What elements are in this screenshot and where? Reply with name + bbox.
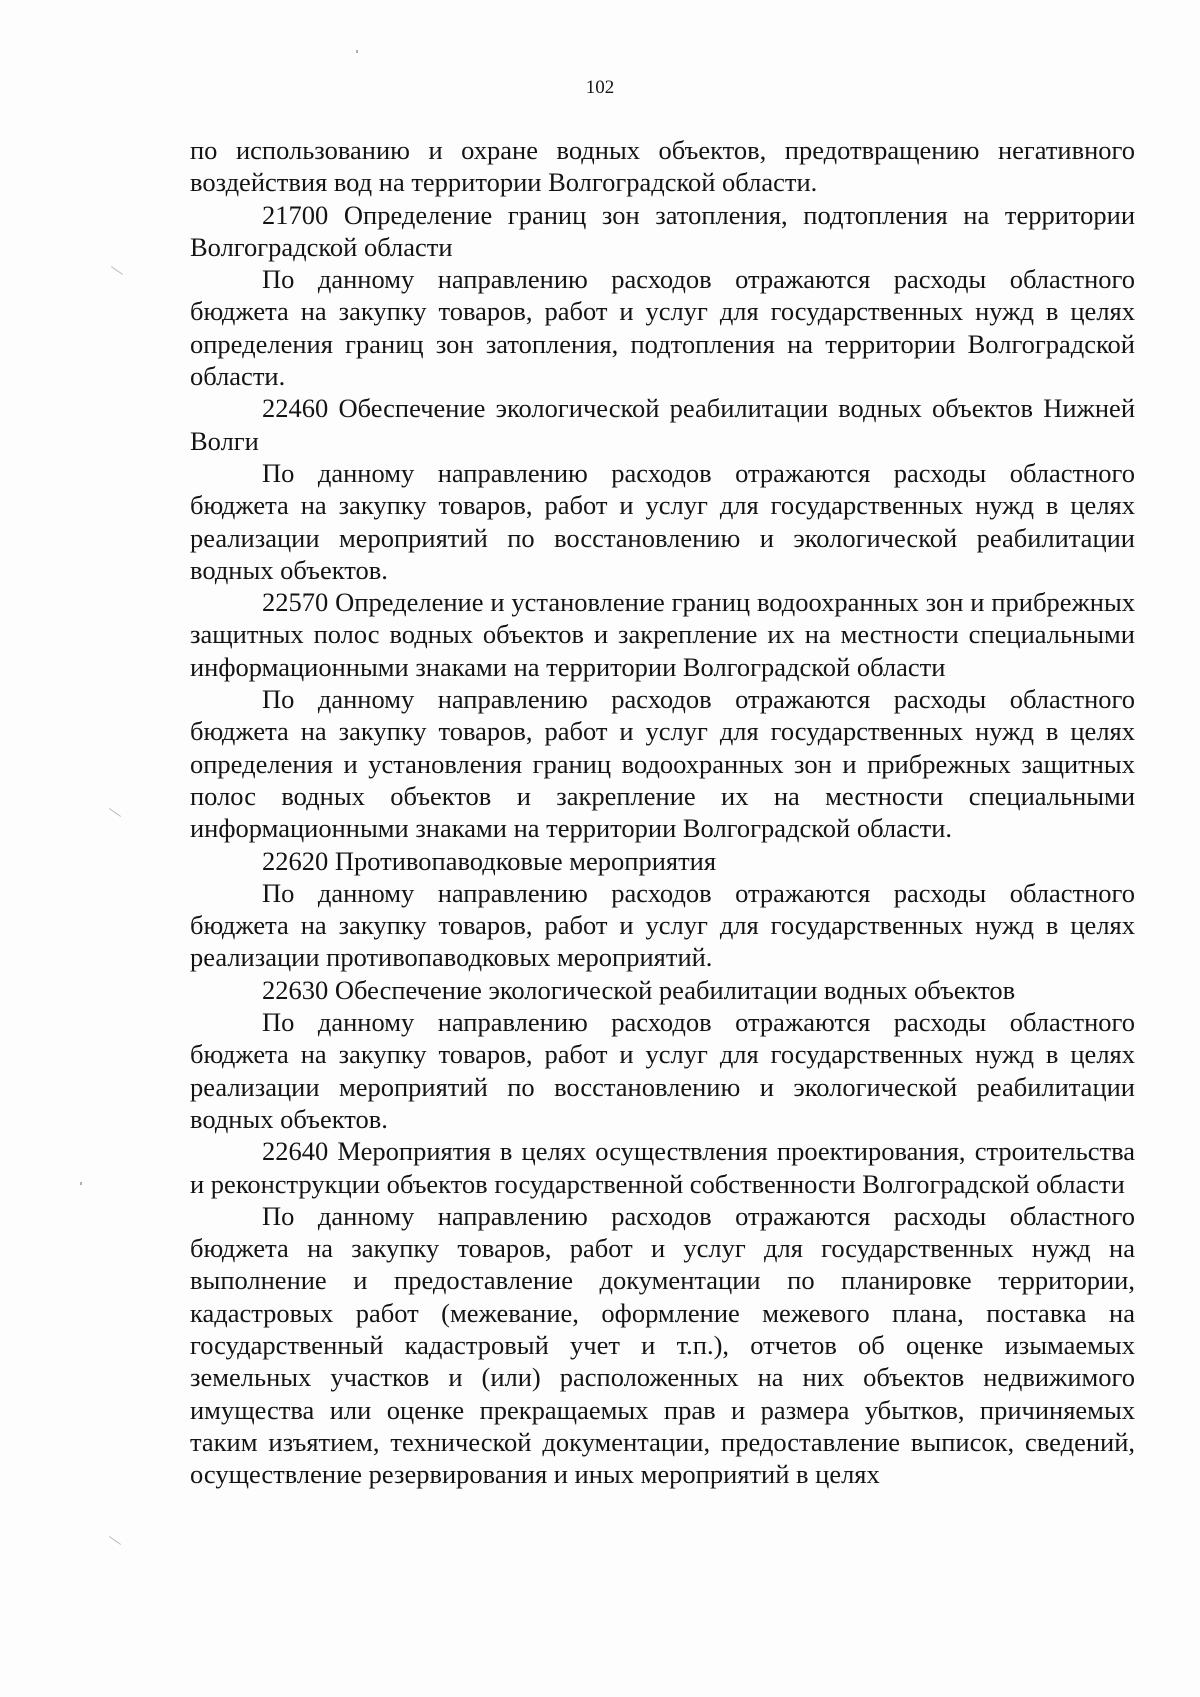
scan-artifact — [356, 50, 358, 53]
scan-artifact — [109, 1536, 121, 1545]
section-heading-21700: 21700 Определение границ зон затопления, подтопления на территории Волгоградской области — [190, 199, 1135, 262]
paragraph-21700: По данному направлению расходов отражаются расходы областного бюджета на закупку товаров, работ и услуг для государственных нужд в целях определения границ зон затопления, подтопления на территории Волгоградской области. — [190, 264, 1135, 392]
paragraph-continuation: по использованию и охране водных объектов, предотвращению негативного воздействия вод на территории Волгоградской области. — [190, 135, 1135, 198]
scan-artifact — [111, 266, 123, 275]
paragraph-22570: По данному направлению расходов отражаются расходы областного бюджета на закупку товаров, работ и услуг для государственных нужд в целях определения и установления границ водоохранных зон и прибрежных защитных полос водных объектов и закрепление их на местности специальными информационными знаками на территории Волгоградской области. — [190, 684, 1135, 844]
scan-artifact — [109, 808, 121, 817]
section-heading-22460: 22460 Обеспечение экологической реабилитации водных объектов Нижней Волги — [190, 393, 1135, 456]
page-number: 102 — [585, 77, 615, 98]
paragraph-22640: По данному направлению расходов отражаются расходы областного бюджета на закупку товаров, работ и услуг для государственных нужд на выполнение и предоставление документации по планировке территории, кадастровых работ (межевание, оформление межевого плана, поставка на государственный кадастровый учет и т.п.), отчетов об оценке изымаемых земельных участков и (или) расположенных на них объектов недвижимого имущества или оценке прекращаемых прав и размера убытков, причиняемых таким изъятием, технической документации, предоставление выписок, сведений, осуществление резервирования и иных мероприятий в целях — [190, 1200, 1135, 1490]
paragraph-22630: По данному направлению расходов отражаются расходы областного бюджета на закупку товаров, работ и услуг для государственных нужд в целях реализации мероприятий по восстановлению и экологической реабилитации водных объектов. — [190, 1007, 1135, 1134]
document-body — [190, 134, 1135, 1490]
section-heading-22570: 22570 Определение и установление границ водоохранных зон и прибрежных защитных полос водных объектов и закрепление их на местности специальными информационными знаками на территории Волгоградской области — [190, 587, 1135, 682]
scan-artifact — [80, 1182, 82, 1185]
paragraph-22460: По данному направлению расходов отражаются расходы областного бюджета на закупку товаров, работ и услуг для государственных нужд в целях реализации мероприятий по восстановлению и экологической реабилитации водных объектов. — [190, 457, 1135, 585]
section-heading-22620: 22620 Противопаводковые мероприятия — [262, 845, 717, 876]
section-heading-22630: 22630 Обеспечение экологической реабилитации водных объектов — [262, 974, 1016, 1005]
paragraph-22620: По данному направлению расходов отражаются расходы областного бюджета на закупку товаров, работ и услуг для государственных нужд в целях реализации противопаводковых мероприятий. — [190, 877, 1135, 973]
section-heading-22640: 22640 Мероприятия в целях осуществления проектирования, строительства и реконструкции объектов государственной собственности Волгоградской области — [190, 1136, 1135, 1199]
